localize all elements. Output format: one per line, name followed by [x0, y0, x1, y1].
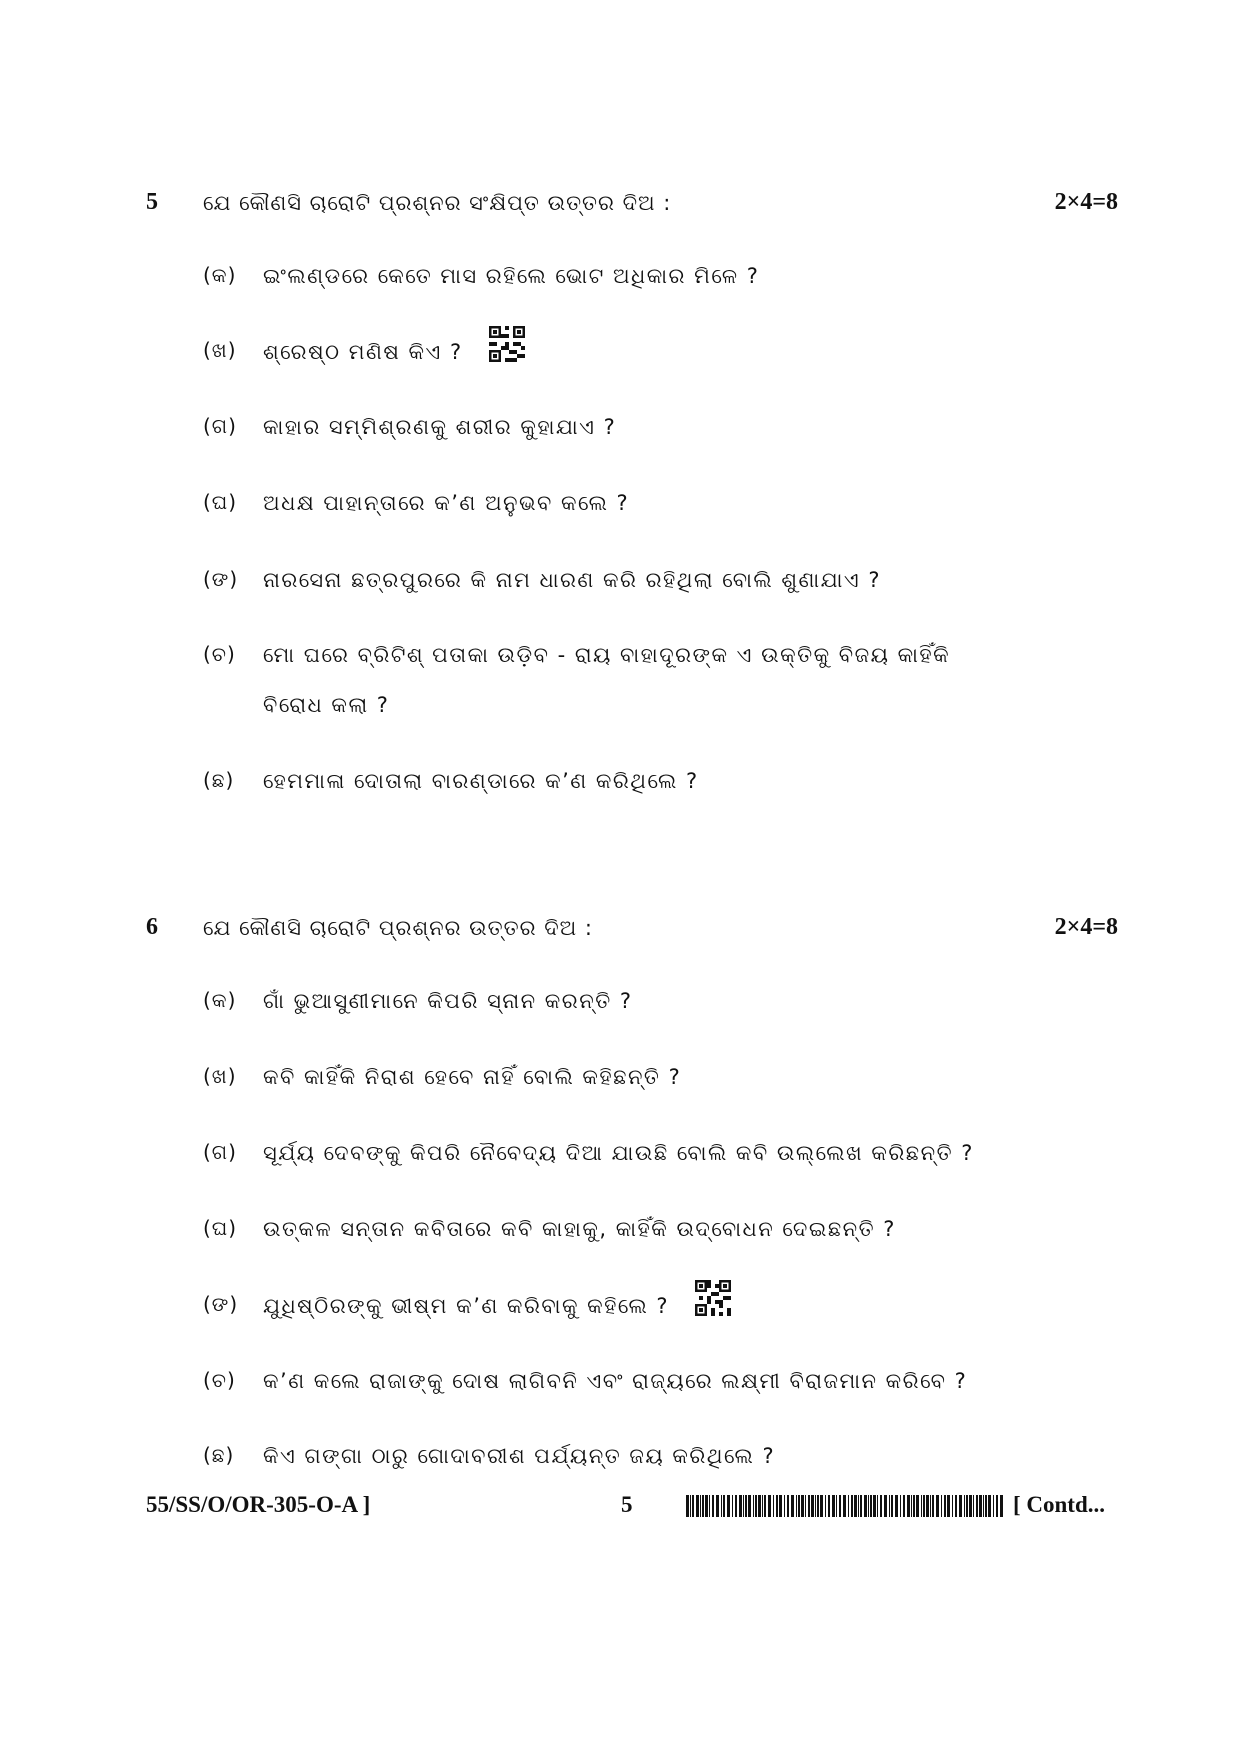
question-marks: 2×4=8 — [1054, 914, 1118, 940]
page-number: 5 — [621, 1492, 633, 1517]
sub-question-text: କିଏ ଗଙ୍ଗା ଠାରୁ ଗୋଦାବରୀଶ ପର୍ଯ୍ୟନ୍ତ ଜୟ କରିଥିଲେ ? — [263, 1444, 776, 1468]
sub-question-text: କାହାର ସମ୍ମିଶ୍ରଣକୁ ଶରୀର କୁହାଯାଏ ? — [263, 415, 617, 439]
sub-question-text: ସୂର୍ଯ୍ୟ ଦେବଙ୍କୁ କିପରି ନୈବେଦ୍ୟ ଦିଆ ଯାଉଛି ବୋଲି କବି ଉଲ୍ଲେଖ କରିଛନ୍ତି ? — [263, 1141, 974, 1165]
sub-question-text: ନାରସେନା ଛତ୍ରପୁରରେ କି ନାମ ଧାରଣ କରି ରହିଥିଲା ବୋଲି ଶୁଣାଯାଏ ? — [263, 568, 881, 592]
question-number: 6 — [146, 914, 158, 940]
question-number: 5 — [146, 189, 158, 215]
question-instruction: ଯେ କୌଣସି ଚାରୋଟି ପ୍ରଶ୍ନର ଉତ୍ତର ଦିଅ : — [203, 916, 593, 940]
sub-question-text: କ’ଣ କଲେ ରାଜାଙ୍କୁ ଦୋଷ ଲାଗିବନି ଏବଂ ରାଜ୍ୟରେ ଲକ୍ଷ୍ମୀ ବିରାଜମାନ କରିବେ ? — [263, 1369, 968, 1393]
qr-code-icon — [695, 1280, 731, 1334]
sub-question-label: (ଛ) — [203, 1443, 235, 1467]
sub-question-label: (ଘ) — [203, 490, 238, 514]
paper-code: 55/SS/O/OR-305-O-A ] — [146, 1492, 371, 1517]
sub-question-text: ଶ୍ରେଷ୍ଠ ମଣିଷ କିଏ ? — [263, 340, 463, 364]
sub-question-text: ଉତ୍କଳ ସନ୍ତାନ କବିତାରେ କବି କାହାକୁ, କାହିଁକି ଉଦ୍‌ବୋଧନ ଦେଇଛନ୍ତି ? — [263, 1217, 896, 1241]
sub-question-label: (କ) — [203, 263, 237, 287]
sub-question-text: କବି କାହିଁକି ନିରାଶ ହେବେ ନାହିଁ ବୋଲି କହିଛନ୍ତି ? — [263, 1065, 682, 1089]
sub-question-label: (ଙ) — [203, 1292, 239, 1316]
question-marks: 2×4=8 — [1054, 189, 1118, 215]
sub-question-label: (ଖ) — [203, 338, 237, 362]
sub-question-text: ଯୁଧିଷ୍ଠିରଙ୍କୁ ଭୀଷ୍ମ କ’ଣ କରିବାକୁ କହିଲେ ? — [263, 1294, 670, 1318]
barcode-icon — [686, 1495, 1004, 1521]
sub-question-label: (ଛ) — [203, 768, 235, 792]
sub-question-label: (ଚ) — [203, 1368, 236, 1392]
sub-question-line — [263, 1280, 1003, 1334]
sub-question-text: ଇଂଲଣ୍ଡରେ କେତେ ମାସ ରହିଲେ ଭୋଟ ଅଧିକାର ମିଳେ ? — [263, 264, 760, 288]
sub-question-label: (କ) — [203, 988, 237, 1012]
question-5-header — [0, 187, 1240, 227]
sub-question-text: ମୋ ଘରେ ବ୍ରିଟିଶ୍ ପତାକା ଉଡ଼ିବ - ରାୟ ବାହାଦୂରଙ୍କ ଏ ଉକ୍ତିକୁ ବିଜୟ କାହିଁକି ବିରୋଧ କଲା ? — [263, 643, 951, 717]
question-instruction: ଯେ କୌଣସି ଚାରୋଟି ପ୍ରଶ୍ନର ସଂକ୍ଷିପ୍ତ ଉତ୍ତର ଦିଅ : — [203, 191, 672, 215]
sub-question-label: (ଚ) — [203, 642, 236, 666]
page-footer — [0, 1492, 1240, 1532]
sub-question-line — [263, 326, 1003, 380]
continued-label: [ Contd... — [1013, 1492, 1106, 1517]
qr-code-icon — [489, 326, 525, 380]
sub-question-label: (ଖ) — [203, 1064, 237, 1088]
sub-question-label: (ଗ) — [203, 414, 237, 438]
sub-question-label: (ଘ) — [203, 1216, 238, 1240]
sub-question-text: ଗାଁ ଭୁଆସୁଣୀମାନେ କିପରି ସ୍ନାନ କରନ୍ତି ? — [263, 989, 633, 1013]
question-6-header — [0, 912, 1240, 952]
sub-question-label: (ଙ) — [203, 567, 239, 591]
sub-question-label: (ଗ) — [203, 1140, 237, 1164]
sub-question-text: ଅଧକ୍ଷ ପାହାନ୍ତାରେ କ’ଣ ଅନୁଭବ କଲେ ? — [263, 491, 630, 515]
sub-question-text: ହେମମାଳା ଦୋତାଲା ବାରଣ୍ଡାରେ କ’ଣ କରିଥିଲେ ? — [263, 769, 699, 793]
